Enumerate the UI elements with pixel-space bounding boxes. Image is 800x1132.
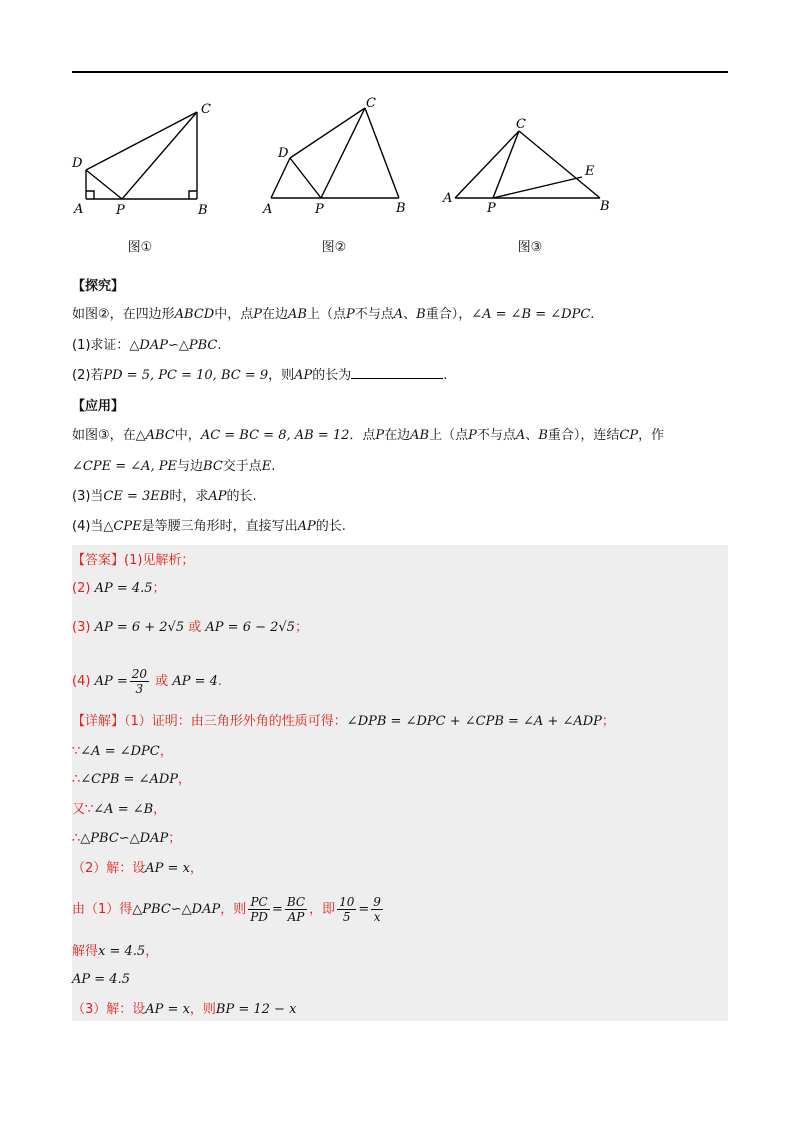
answer-blank (351, 366, 443, 379)
question-2: (2)若PD = 5, PC = 10, BC = 9，则AP的长为 . (72, 368, 448, 383)
apply-heading: 【应用】 (72, 399, 125, 414)
fig3-label-p: P (487, 201, 496, 216)
figure-2 (271, 108, 399, 198)
detail-line-2: ∵∠A = ∠DPC， (72, 744, 173, 759)
answer-line-1: 【答案】(1)见解析； (72, 553, 195, 568)
explore-heading: 【探究】 (72, 279, 125, 294)
figure-1 (86, 112, 197, 199)
question-1: (1)求证：△DAP∽△PBC. (72, 338, 222, 353)
detail-line-8: 解得x = 4.5， (72, 944, 159, 959)
fig2-label-b: B (396, 201, 406, 216)
fig2-label-c: C (366, 96, 376, 111)
fig3-label-b: B (600, 199, 610, 214)
fig2-label-p: P (315, 202, 324, 217)
detail-line-1: 【详解】（1）证明：由三角形外角的性质可得：∠DPB = ∠DPC + ∠CPB = ∠A + ∠ADP； (72, 714, 615, 729)
fig2-label-d: D (278, 146, 289, 161)
answer-fraction: $\frac{20}{3}$ (131, 667, 148, 696)
question-3: (3)当CE = 3EB时，求AP的长. (72, 489, 257, 504)
question-4: (4)当△CPE是等腰三角形时，直接写出AP的长. (72, 519, 346, 534)
detail-line-9: AP = 4.5 (72, 972, 130, 987)
header-rule (72, 71, 728, 73)
fig1-caption: 图① (127, 240, 153, 255)
fig1-label-d: D (72, 156, 83, 171)
fig3-label-e: E (585, 164, 595, 179)
fig2-label-a: A (263, 202, 273, 217)
fig1-label-a: A (74, 202, 84, 217)
detail-line-5: ∴△PBC∽△DAP； (72, 831, 182, 846)
fig1-label-c: C (201, 102, 211, 117)
fig1-label-p: P (116, 203, 125, 218)
answer-line-3: (3) AP = 6 + 2√5 或 AP = 6 − 2√5； (72, 620, 308, 635)
fig1-label-b: B (198, 203, 208, 218)
answer-line-2: (2) AP = 4.5； (72, 581, 166, 596)
geometry-figures (0, 90, 800, 225)
detail-line-6: （2）解：设AP = x， (72, 861, 203, 876)
fig2-caption: 图② (321, 240, 347, 255)
fig3-caption: 图③ (517, 240, 543, 255)
apply-line-2: ∠CPE = ∠A, PE与边BC交于点E. (72, 459, 276, 474)
detail-line-10: （3）解：设AP = x，则BP = 12 − x (72, 1002, 297, 1017)
fig3-label-c: C (516, 117, 526, 132)
explore-intro: 如图②，在四边形ABCD中，点P在边AB上（点P不与点A、B重合），∠A = ∠B = ∠DPC. (72, 307, 595, 322)
figure-3 (455, 131, 600, 198)
answer-line-4: (4) AP = $\frac{20}{3}$ 或 AP = 4. (72, 667, 223, 696)
apply-intro: 如图③，在△ABC中，AC = BC = 8, AB = 12．点P在边AB上（点P不与点A、B重合），连结CP，作 (72, 428, 665, 443)
detail-line-4: 又∵∠A = ∠B， (72, 802, 167, 817)
detail-line-7: 由（1）得△PBC∽△DAP，则 $\frac{PC}{PD}$ = $\frac{BC}{AP}$ ，即 $\frac{10}{5}$ = $\frac{9}{x}$ (72, 895, 381, 924)
detail-line-3: ∴∠CPB = ∠ADP， (72, 772, 192, 787)
fig3-label-a: A (443, 191, 453, 206)
